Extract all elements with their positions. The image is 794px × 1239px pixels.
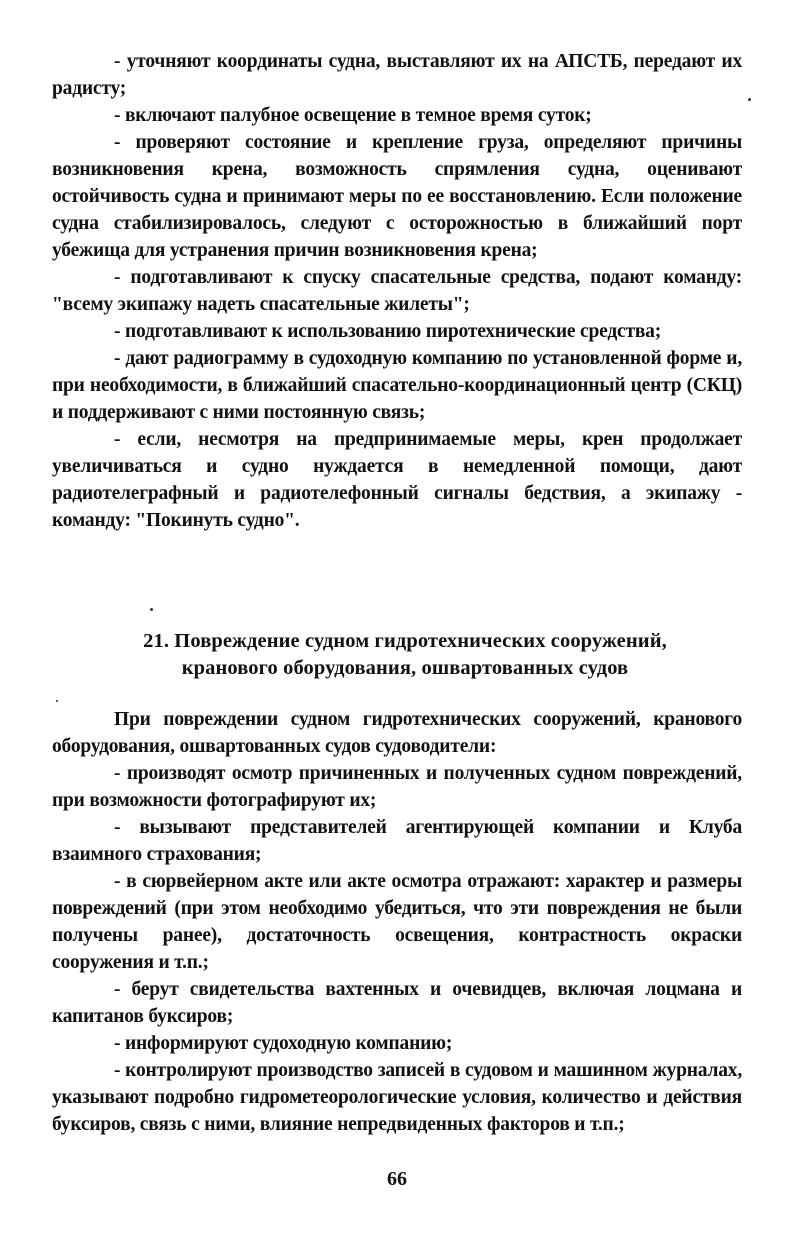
section-heading-line: 21. Повреждение судном гидротехнических сооружений, [143,630,667,652]
paragraph: - вызывают представителей агентирующей компании и Клуба взаимного страхования; [52,817,742,865]
page-number: 66 [387,1168,407,1190]
paragraph: - берут свидетельства вахтенных и очевидцев, включая лоцмана и капитанов буксиров; [52,979,742,1027]
text-block-section-21 [52,706,742,1138]
section-heading [60,628,750,682]
paragraph: - включают палубное освещение в темное время суток; [114,105,592,126]
text-block-previous-section [52,48,742,534]
scan-speck [748,98,751,101]
paragraph: - если, несмотря на предпринимаемые меры, крен продолжает увеличиваться и судно нуждается в немедленной помощи, дают радиотелеграфный и радиотелефонный сигналы бедствия, а экипажу - команду: "Покинуть судно". [52,429,742,531]
section-heading-line: кранового оборудования, ошвартованных судов [181,657,629,679]
paragraph: - информируют судоходную компанию; [114,1033,453,1054]
paragraph: - производят осмотр причиненных и полученных судном повреждений, при возможности фотографируют их; [52,763,742,811]
paragraph: - контролируют производство записей в судовом и машинном журналах, указывают подробно гидрометеорологические условия, количество и действия буксиров, связь с ними, влияние непредвиденных факторов и т.п.; [52,1060,742,1135]
paragraph: - уточняют координаты судна, выставляют их на АПСТБ, передают их радисту; [52,51,742,99]
paragraph: При повреждении судном гидротехнических сооружений, кранового оборудования, ошвартованных судов судоводители: [52,709,742,757]
scan-speck [150,608,153,611]
paragraph: - дают радиограмму в судоходную компанию по установленной форме и, при необходимости, в ближайший спасательно-координационный центр (СКЦ) и поддерживают с ними постоянную связь; [52,348,742,423]
scan-speck [56,700,58,702]
paragraph: - подготавливают к использованию пиротехнические средства; [114,321,661,342]
paragraph: - подготавливают к спуску спасательные средства, подают команду: "всему экипажу надеть спасательные жилеты"; [52,267,742,315]
paragraph: - проверяют состояние и крепление груза, определяют причины возникновения крена, возможность спрямления судна, оценивают остойчивость судна и принимают меры по ее восстановлению. Если положение судна стабилизировалось, следуют с осторожностью в ближайший порт убежища для устранения причин возникновения крена; [52,132,742,261]
paragraph: - в сюрвейерном акте или акте осмотра отражают: характер и размеры повреждений (при этом необходимо убедиться, что эти повреждения не были получены ранее), достаточность освещения, контрастность окраски сооружения и т.п.; [52,871,742,973]
